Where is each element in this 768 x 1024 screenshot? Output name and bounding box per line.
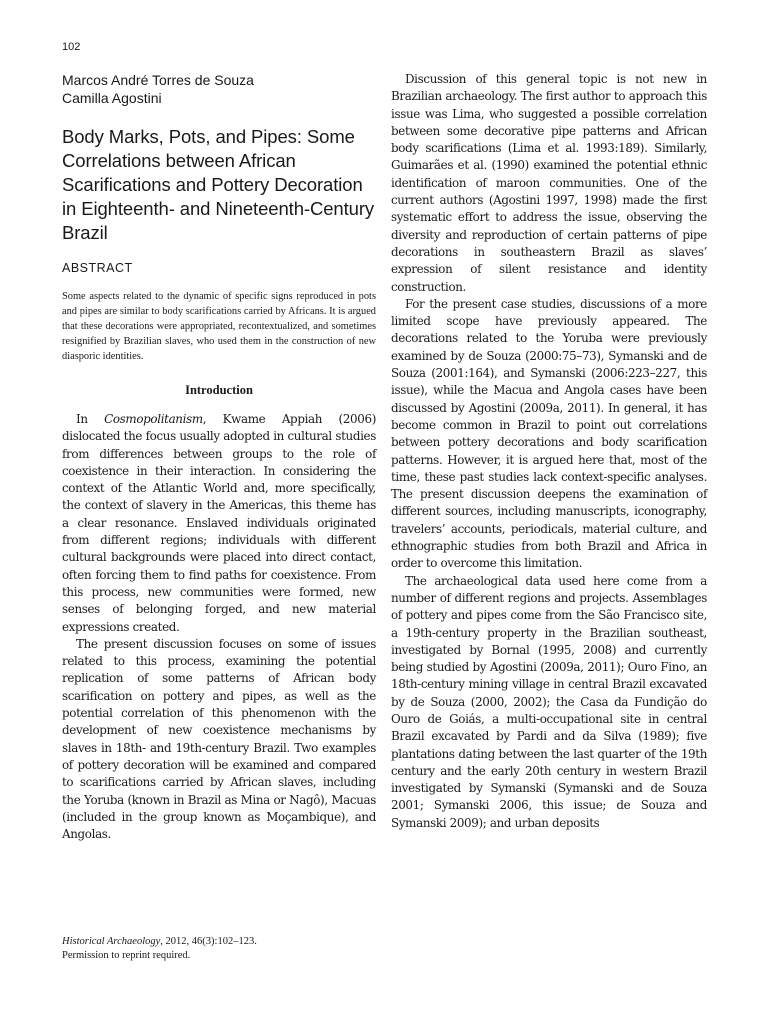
author-list [62, 71, 376, 107]
permission-note: Permission to reprint required. [62, 950, 191, 961]
citation-footer [62, 935, 392, 963]
right-column [391, 71, 707, 832]
paragraph-text: , Kwame Appiah (2006) dislocated the focus usually adopted in cultural studies from differences between groups to the role of coexistence in their interaction. In considering the context of the Atlantic World and, more specifically, the context of slavery in the Americas, this theme has a clear resonance. Enslaved individuals originated from different regions; individuals with different cultural backgrounds were placed into direct contact, often forcing them to find paths for coexistence. From this process, new communities were formed, new senses of belonging forged, and new material expressions created. [62, 412, 376, 634]
page-number: 102 [62, 41, 81, 53]
author-name: Camilla Agostini [62, 90, 162, 106]
body-paragraph: Discussion of this general topic is not new in Brazilian archaeology. The first author to approach this issue was Lima, who suggested a possible correlation between some decorative pipe patterns and African body scarifications (Lima et al. 1993:189). Similarly, Guimarães et al. (1990) examined the potential ethnic identification of maroon communities. One of the current authors (Agostini 1997, 1998) made the first systematic effort to address the issue, observing the diversity and reproduction of certain patterns of pipe decorations in southeastern Brazil as slaves’ expression of silent resistance and identity construction. [391, 72, 707, 294]
author-name: Marcos André Torres de Souza [62, 72, 254, 88]
citation-details: , 2012, 46(3):102–123. [160, 936, 257, 947]
journal-name: Historical Archaeology [62, 936, 161, 947]
body-paragraph [62, 411, 376, 636]
body-paragraph: The present discussion focuses on some of issues related to this process, examining the potential replication of some patterns of African body scarification on pottery and pipes, as well as the potential correlation of this phenomenon with the development of new coexistence mechanisms by slaves in 18th- and 19th-century Brazil. Two examples of pottery decoration will be examined and compared to scarifications carried by African slaves, including the Yoruba (known in Brazil as Mina or Nagô), Macuas (included in the group known as Moçambique), and Angolas. [62, 636, 376, 842]
article-title: Body Marks, Pots, and Pipes: Some Correlations between African Scarifications and Pottery Decoration in Eighteenth- and Nineteenth-Century Brazil [62, 126, 375, 243]
abstract-heading: ABSTRACT [62, 261, 133, 275]
abstract-text: Some aspects related to the dynamic of specific signs reproduced in pots and pipes are similar to body scarifications carried by Africans. It is argued that these decorations were appropriated, recontextualized, and sometimes resignified by Brazilian slaves, who used them in the construction of new diasporic identities. [62, 291, 376, 362]
left-column [62, 71, 376, 843]
paragraph-lead: In [76, 412, 105, 426]
book-title: Cosmopolitanism [104, 412, 203, 426]
body-paragraph: The archaeological data used here come from a number of different regions and projects. Assemblages of pottery and pipes come from the São Francisco site, a 19th-century property in the Brazilian southeast, investigated by Bornal (1995, 2008) and currently being studied by Agostini (2009a, 2011); Ouro Fino, an 18th-century mining village in central Brazil excavated by de Souza (2000, 2002); the Casa da Fundição do Ouro de Goiás, a multi-occupational site in central Brazil excavated by Pardi and da Silva (1989); five plantations dating between the last quarter of the 19th century and the early 20th century in western Brazil investigated by Symanski (Symanski and de Souza 2001; Symanski 2006, this issue; de Souza and Symanski 2009); and urban deposits [391, 573, 707, 830]
journal-citation [62, 935, 392, 949]
section-heading-introduction: Introduction [185, 383, 253, 397]
body-paragraph: For the present case studies, discussions of a more limited scope have previously appeared. The decorations related to the Yoruba were previously examined by de Souza (2000:75–73), Symanski and de Souza (2001:164), and Symanski (2006:223–227, this issue), while the Macua and Angola cases have been discussed by Agostini (2009a, 2011). In general, it has become common in Brazil to point out correlations between pottery decorations and body scarification patterns. However, it is argued here that, most of the time, these past studies lack context-specific analyses. The present discussion deepens the examination of different sources, including manuscripts, iconography, travelers’ accounts, periodicals, material culture, and ethnographic studies from both Brazil and Africa in order to overcome this limitation. [391, 296, 707, 571]
